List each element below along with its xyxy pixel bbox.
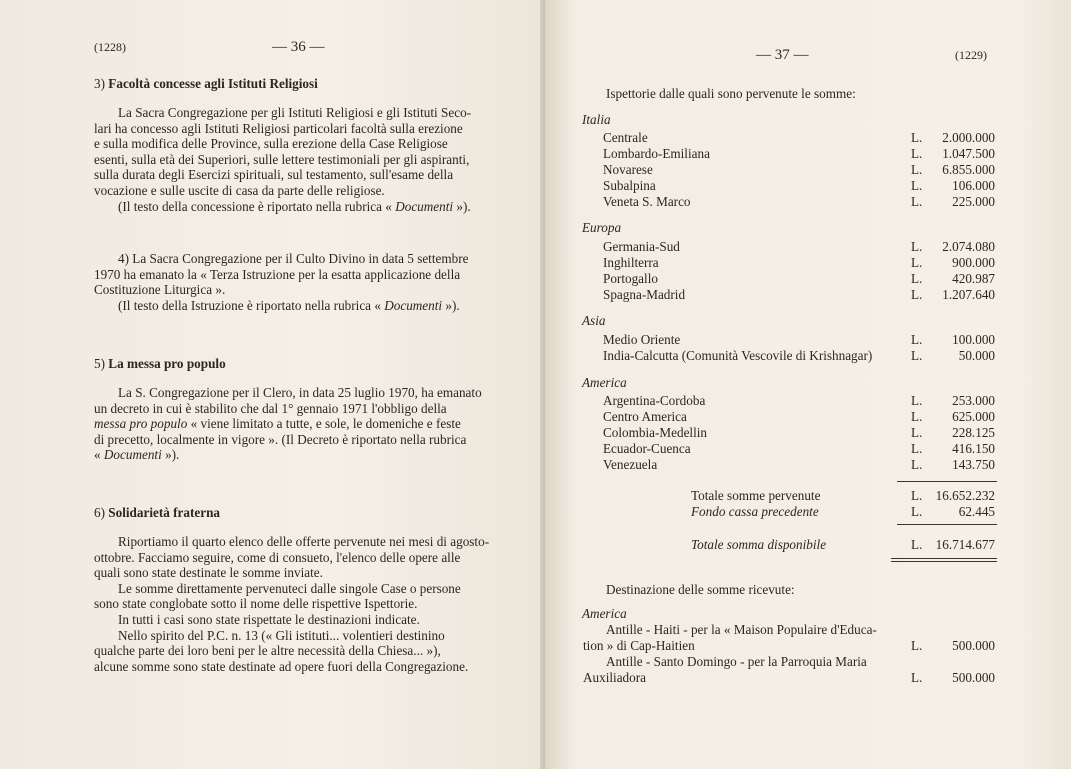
currency: L. (911, 504, 923, 519)
section-title: Solidarietà fraterna (108, 505, 220, 520)
right-header-code: (1229) (955, 48, 987, 62)
row-label: Lombardo-Emiliana (603, 146, 710, 161)
row-label: Centro America (603, 409, 687, 424)
section-6-heading (94, 505, 220, 521)
row-label: Spagna-Madrid (603, 287, 686, 302)
text-line: vocazione e sulle uscite di casa da parte delle religiose. (94, 182, 385, 198)
currency: L. (911, 441, 923, 456)
text-line: 4) La Sacra Congregazione per il Culto Divino in data 5 settembre (118, 251, 469, 266)
text-line: Costituzione Liturgica ». (94, 282, 226, 298)
row-amount: 143.750 (952, 457, 995, 472)
intro-text: Ispettorie dalle quali sono pervenute le somme: (606, 86, 856, 101)
section-3-note: (Il testo della concessione è riportato nella rubrica « Documenti »). (118, 198, 471, 214)
destination-heading: Destinazione delle somme ricevute: (606, 582, 795, 597)
currency: L. (911, 146, 923, 161)
text-line: ottobre. Facciamo seguire, come di consueto, l'elenco delle opere alle (94, 549, 461, 565)
row-amount: 225.000 (952, 194, 995, 209)
row-label: India-Calcutta (Comunità Vescovile di Krishnagar) (603, 348, 873, 363)
row-amount: 106.000 (952, 178, 995, 193)
previous-fund-amount: 62.445 (958, 504, 995, 519)
currency: L. (911, 638, 923, 653)
currency: L. (911, 670, 923, 685)
currency: L. (911, 239, 923, 254)
total-received-label: Totale somme pervenute (691, 488, 821, 503)
text-line: qualche parte dei loro beni per le altre necessità della Chiesa... »), (94, 643, 441, 659)
rule (897, 481, 997, 482)
row-label: Inghilterra (603, 255, 659, 270)
row-label: Novarese (603, 162, 653, 177)
section-title: La messa pro populo (108, 356, 226, 371)
row-label: Argentina-Cordoba (603, 393, 706, 408)
section-4-body (94, 251, 506, 313)
row-amount: 228.125 (952, 425, 995, 440)
row-label: Ecuador-Cuenca (603, 441, 691, 456)
text-line: sono state conglobate sotto il nome delle rispettive Ispettorie. (94, 596, 418, 612)
currency: L. (911, 457, 923, 472)
currency: L. (911, 271, 923, 286)
currency: L. (911, 393, 923, 408)
row-amount: 420.987 (952, 271, 995, 286)
row-amount: 1.047.500 (942, 146, 995, 161)
total-received-amount: 16.652.232 (935, 488, 995, 503)
destination-amount: 500.000 (952, 670, 995, 685)
row-amount: 625.000 (952, 409, 995, 424)
row-amount: 50.000 (958, 348, 995, 363)
section-5-body (94, 385, 506, 463)
destination-line: tion » di Cap-Haitien (583, 638, 695, 653)
section-title: Facoltà concesse agli Istituti Religiosi (108, 76, 318, 91)
text-line: La Sacra Congregazione per gli Istituti Religiosi e gli Istituti Seco- (118, 105, 472, 120)
group-heading: Asia (582, 313, 606, 328)
row-amount: 2.074.080 (942, 239, 995, 254)
text-line: alcune somme sono state destinate ad opere fuori della Congregazione. (94, 658, 469, 674)
text-line: Riportiamo il quarto elenco delle offerte pervenute nei mesi di agosto- (118, 534, 490, 549)
section-number: 3) (94, 76, 105, 91)
previous-fund-label: Fondo cassa precedente (691, 504, 819, 519)
row-label: Portogallo (603, 271, 658, 286)
currency: L. (911, 178, 923, 193)
destination-line: Antille - Santo Domingo - per la Parroquia Maria (606, 654, 867, 669)
row-label: Centrale (603, 130, 648, 145)
left-page-number: — 36 — (272, 39, 325, 55)
right-page-number: — 37 — (756, 47, 809, 63)
section-number: 6) (94, 505, 105, 520)
group-heading: America (582, 606, 627, 621)
destination-line: Antille - Haiti - per la « Maison Populaire d'Educa- (606, 622, 877, 637)
text-line: In tutti i casi sono state rispettate le destinazioni indicate. (118, 611, 420, 627)
double-rule-bottom (891, 561, 997, 562)
row-amount: 6.855.000 (942, 162, 995, 177)
row-label: Medio Oriente (603, 332, 681, 347)
section-5-heading (94, 356, 226, 372)
rule (897, 524, 997, 525)
row-amount: 1.207.640 (942, 287, 995, 302)
text-line: Le somme direttamente pervenuteci dalle singole Case o persone (118, 580, 461, 596)
section-4-note: (Il testo della Istruzione è riportato nella rubrica « Documenti »). (118, 297, 460, 313)
destination-line: Auxiliadora (583, 670, 646, 685)
currency: L. (911, 425, 923, 440)
total-available-amount: 16.714.677 (935, 537, 995, 552)
text-line: quali sono state destinate le somme inviate. (94, 565, 323, 581)
group-heading: America (582, 375, 627, 390)
text-line: 1970 ha emanato la « Terza Istruzione per la esatta applicazione della (94, 266, 461, 282)
currency: L. (911, 537, 923, 552)
text-line: La S. Congregazione per il Clero, in data 25 luglio 1970, ha emanato (118, 385, 482, 400)
text-line: « Documenti »). (94, 447, 180, 463)
total-available-label: Totale somma disponibile (691, 537, 827, 552)
text-line: Nello spirito del P.C. n. 13 (« Gli istituti... volentieri destinino (118, 627, 445, 643)
double-rule-top (891, 558, 997, 559)
currency: L. (911, 194, 923, 209)
text-line: un decreto in cui è stabilito che dal 1° gennaio 1971 l'obbligo della (94, 400, 447, 416)
currency: L. (911, 332, 923, 347)
section-number: 5) (94, 356, 105, 371)
section-3-body (94, 105, 506, 214)
currency: L. (911, 409, 923, 424)
destination-amount: 500.000 (952, 638, 995, 653)
row-label: Germania-Sud (603, 239, 680, 254)
group-heading: Europa (582, 220, 622, 235)
currency: L. (911, 162, 923, 177)
row-amount: 253.000 (952, 393, 995, 408)
row-label: Colombia-Medellin (603, 425, 708, 440)
row-label: Veneta S. Marco (603, 194, 691, 209)
text-line: esenti, sulla età dei Superiori, sulle lettere testimoniali per gli aspiranti, (94, 151, 470, 167)
left-header-code: (1228) (94, 40, 126, 54)
section-3-heading (94, 76, 318, 92)
currency: L. (911, 348, 923, 363)
text-line: messa pro populo « viene limitato a tutte, e sole, le domeniche e feste (94, 416, 461, 432)
row-amount: 2.000.000 (942, 130, 995, 145)
currency: L. (911, 130, 923, 145)
right-page (545, 0, 1071, 769)
currency: L. (911, 255, 923, 270)
text-line: e sulla modifica delle Province, sulla erezione della Case Religiose (94, 136, 448, 152)
text-line: sulla durata degli Esercizi spirituali, sul testamento, sull'esame della (94, 167, 454, 183)
row-amount: 416.150 (952, 441, 995, 456)
section-6-body (94, 534, 506, 674)
group-heading: Italia (582, 112, 611, 127)
row-label: Venezuela (603, 457, 658, 472)
row-label: Subalpina (603, 178, 656, 193)
text-line: di precetto, localmente in vigore ». (Il Decreto è riportato nella rubrica (94, 431, 467, 447)
row-amount: 900.000 (952, 255, 995, 270)
currency: L. (911, 488, 923, 503)
row-amount: 100.000 (952, 332, 995, 347)
currency: L. (911, 287, 923, 302)
text-line: lari ha concesso agli Istituti Religiosi particolari facoltà sulla erezione (94, 120, 463, 136)
